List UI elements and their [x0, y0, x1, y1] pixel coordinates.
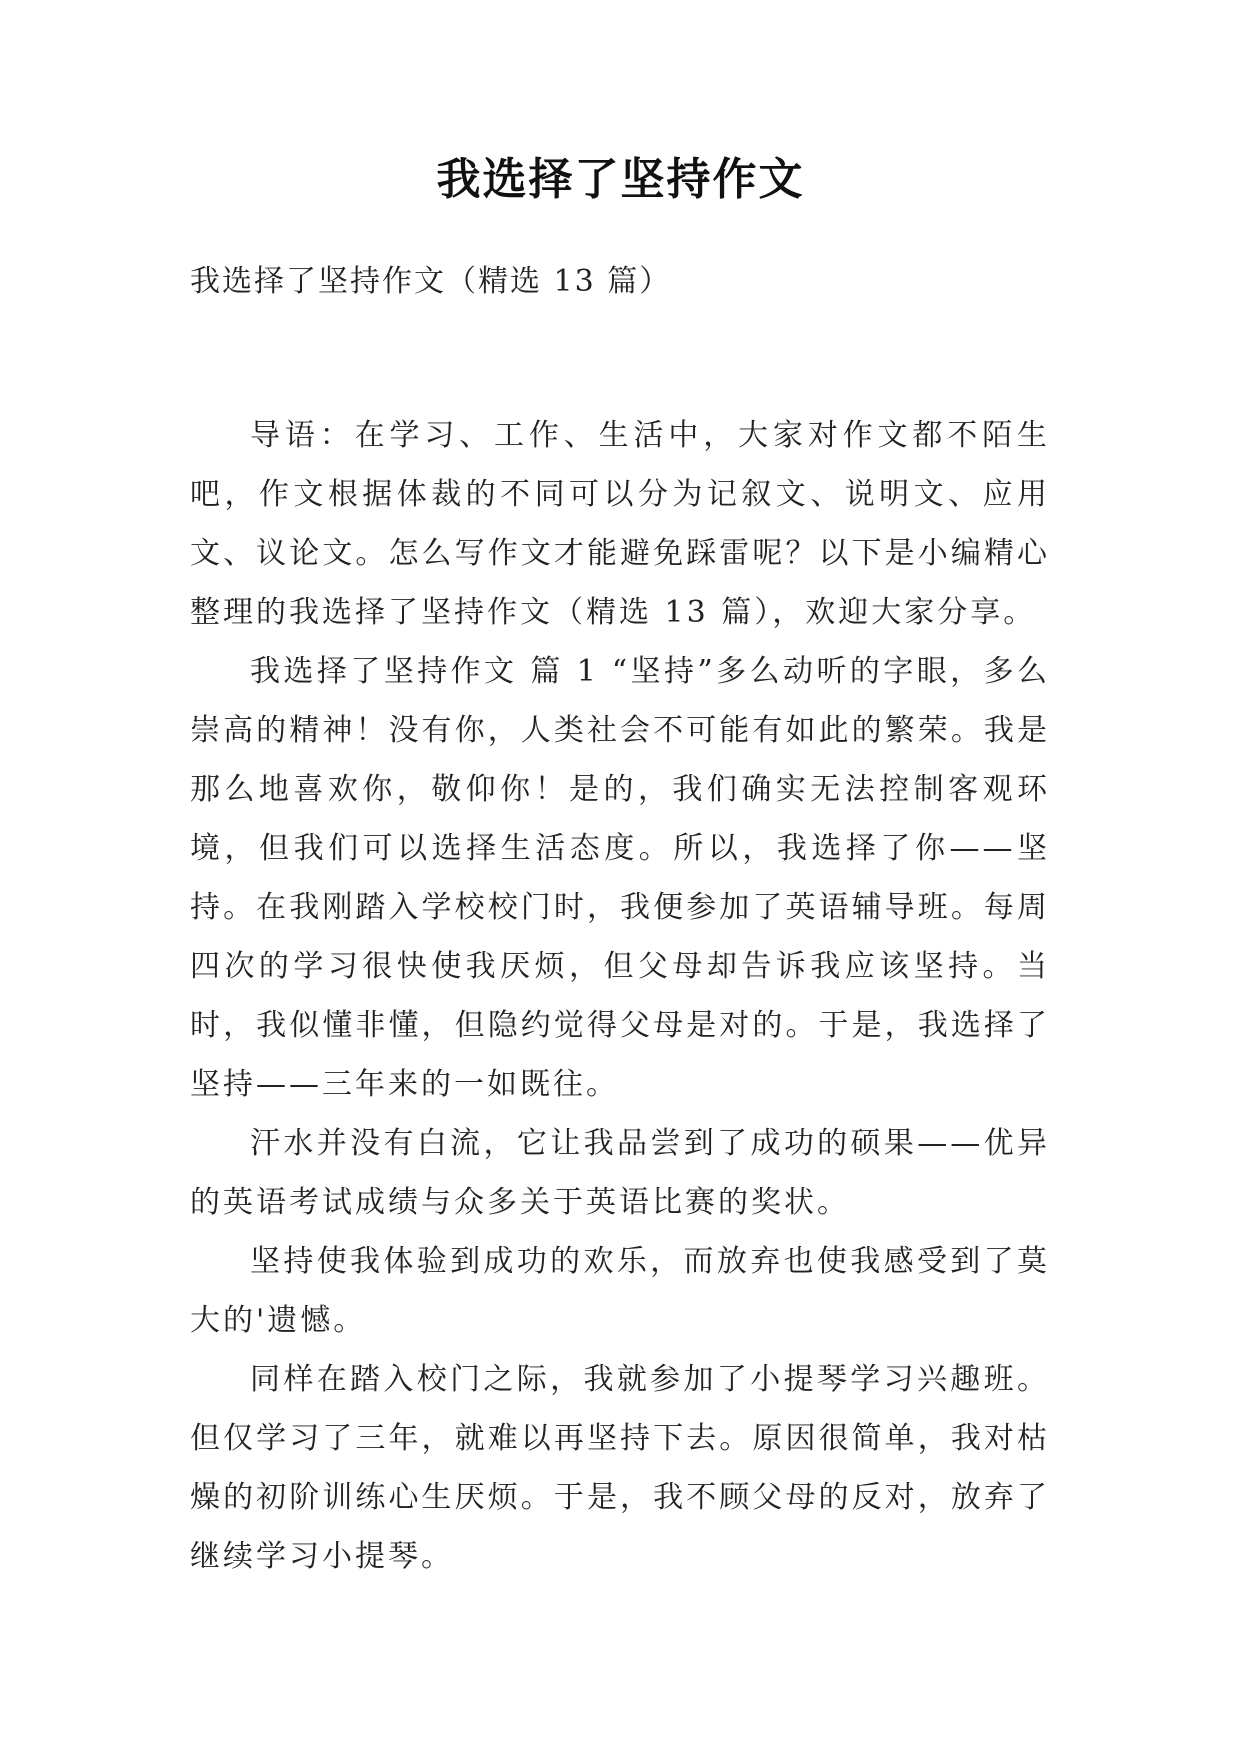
paragraph-1: 我选择了坚持作文 篇 1 “坚持”多么动听的字眼，多么崇高的精神！没有你，人类社会不可能有如此的繁荣。我是那么地喜欢你，敬仰你！是的，我们确实无法控制客观环境，但我们可以选择生活态度。所以，我选择了你——坚持。在我刚踏入学校校门时，我便参加了英语辅导班。每周四次的学习很快使我厌烦，但父母却告诉我应该坚持。当时，我似懂非懂，但隐约觉得父母是对的。于是，我选择了坚持——三年来的一如既往。 [190, 654, 1050, 1102]
paragraph-2: 汗水并没有白流，它让我品尝到了成功的硕果——优异的英语考试成绩与众多关于英语比赛的奖状。 [190, 1126, 1050, 1220]
paragraph-3: 坚持使我体验到成功的欢乐，而放弃也使我感受到了莫大的'遗憾。 [190, 1244, 1050, 1338]
paragraph-4: 同样在踏入校门之际，我就参加了小提琴学习兴趣班。但仅学习了三年，就难以再坚持下去。原因很简单，我对枯燥的初阶训练心生厌烦。于是，我不顾父母的反对，放弃了继续学习小提琴。 [190, 1362, 1050, 1574]
document-title: 我选择了坚持作文 [436, 154, 805, 205]
document-subtitle: 我选择了坚持作文（精选 13 篇） [190, 264, 672, 299]
document-body [190, 406, 1050, 1586]
paragraph-intro: 导语：在学习、工作、生活中，大家对作文都不陌生吧，作文根据体裁的不同可以分为记叙文、说明文、应用文、议论文。怎么写作文才能避免踩雷呢？以下是小编精心整理的我选择了坚持作文（精选 13 篇），欢迎大家分享。 [190, 418, 1050, 630]
